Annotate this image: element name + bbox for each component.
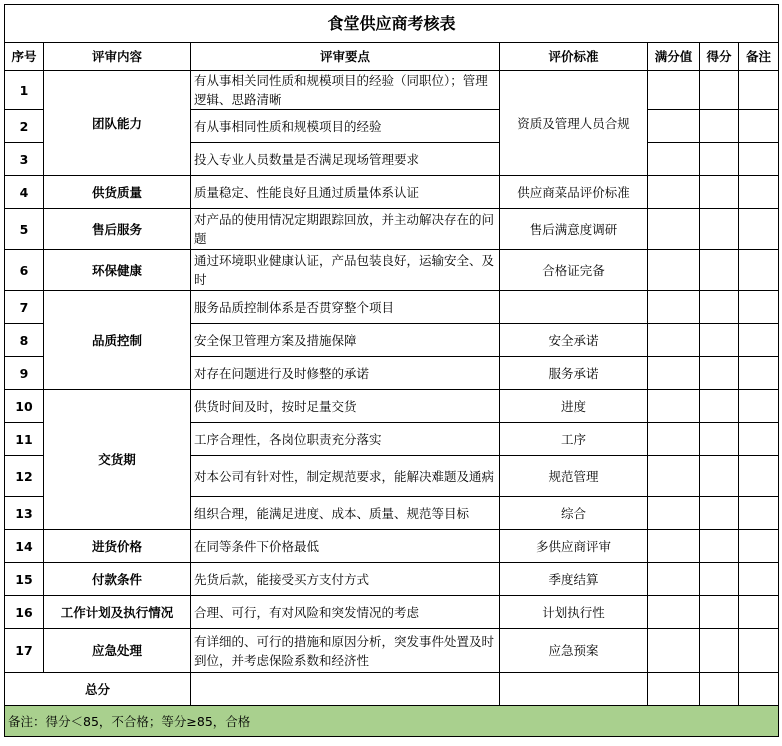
standard-cell: 服务承诺 xyxy=(500,357,648,390)
point-cell: 有从事相同性质和规模项目的经验 xyxy=(191,110,500,143)
score-cell[interactable] xyxy=(700,563,739,596)
point-cell: 在同等条件下价格最低 xyxy=(191,530,500,563)
score-cell[interactable] xyxy=(700,291,739,324)
point-cell: 质量稳定、性能良好且通过质量体系认证 xyxy=(191,176,500,209)
standard-cell: 季度结算 xyxy=(500,563,648,596)
full-score-cell[interactable] xyxy=(648,596,700,629)
category-cell: 应急处理 xyxy=(44,629,191,673)
remark-cell[interactable] xyxy=(739,209,779,250)
point-cell: 工序合理性，各岗位职责充分落实 xyxy=(191,423,500,456)
table-row xyxy=(5,530,779,563)
point-cell: 组织合理，能满足进度、成本、质量、规范等目标 xyxy=(191,497,500,530)
remark-cell[interactable] xyxy=(739,530,779,563)
header-content: 评审内容 xyxy=(44,43,191,71)
total-score-cell[interactable] xyxy=(700,673,739,706)
point-cell: 投入专业人员数量是否满足现场管理要求 xyxy=(191,143,500,176)
total-points-cell xyxy=(191,673,500,706)
full-score-cell[interactable] xyxy=(648,390,700,423)
standard-cell: 合格证完备 xyxy=(500,250,648,291)
remark-cell[interactable] xyxy=(739,423,779,456)
score-cell[interactable] xyxy=(700,423,739,456)
table-row xyxy=(5,596,779,629)
standard-cell: 售后满意度调研 xyxy=(500,209,648,250)
total-standard-cell xyxy=(500,673,648,706)
point-cell: 对存在问题进行及时修整的承诺 xyxy=(191,357,500,390)
standard-cell: 安全承诺 xyxy=(500,324,648,357)
score-cell[interactable] xyxy=(700,209,739,250)
category-cell: 品质控制 xyxy=(44,291,191,390)
row-number: 8 xyxy=(5,324,44,357)
remark-cell[interactable] xyxy=(739,596,779,629)
remark-cell[interactable] xyxy=(739,390,779,423)
row-number: 10 xyxy=(5,390,44,423)
standard-cell: 资质及管理人员合规 xyxy=(500,71,648,176)
full-score-cell[interactable] xyxy=(648,456,700,497)
remark-cell[interactable] xyxy=(739,324,779,357)
score-cell[interactable] xyxy=(700,250,739,291)
remark-cell[interactable] xyxy=(739,629,779,673)
category-cell: 售后服务 xyxy=(44,209,191,250)
row-number: 11 xyxy=(5,423,44,456)
point-cell: 有详细的、可行的措施和原因分析，突发事件处置及时到位，并考虑保险系数和经济性 xyxy=(191,629,500,673)
full-score-cell[interactable] xyxy=(648,423,700,456)
full-score-cell[interactable] xyxy=(648,71,700,110)
row-number: 12 xyxy=(5,456,44,497)
category-cell: 环保健康 xyxy=(44,250,191,291)
full-score-cell[interactable] xyxy=(648,530,700,563)
supplier-assessment-table xyxy=(4,4,779,737)
total-full-score-cell[interactable] xyxy=(648,673,700,706)
row-number: 9 xyxy=(5,357,44,390)
score-cell[interactable] xyxy=(700,629,739,673)
row-number: 6 xyxy=(5,250,44,291)
remark-cell[interactable] xyxy=(739,456,779,497)
row-number: 1 xyxy=(5,71,44,110)
category-cell: 付款条件 xyxy=(44,563,191,596)
full-score-cell[interactable] xyxy=(648,324,700,357)
total-label: 总分 xyxy=(5,673,191,706)
header-standard: 评价标准 xyxy=(500,43,648,71)
category-cell: 工作计划及执行情况 xyxy=(44,596,191,629)
full-score-cell[interactable] xyxy=(648,110,700,143)
standard-cell: 供应商菜品评价标准 xyxy=(500,176,648,209)
full-score-cell[interactable] xyxy=(648,291,700,324)
row-number: 4 xyxy=(5,176,44,209)
point-cell: 对产品的使用情况定期跟踪回放，并主动解决存在的问题 xyxy=(191,209,500,250)
standard-cell: 综合 xyxy=(500,497,648,530)
point-cell: 安全保卫管理方案及措施保障 xyxy=(191,324,500,357)
table-row xyxy=(5,291,779,324)
category-cell: 进货价格 xyxy=(44,530,191,563)
header-remark: 备注 xyxy=(739,43,779,71)
score-cell[interactable] xyxy=(700,596,739,629)
row-number: 7 xyxy=(5,291,44,324)
header-points: 评审要点 xyxy=(191,43,500,71)
standard-cell: 工序 xyxy=(500,423,648,456)
full-score-cell[interactable] xyxy=(648,357,700,390)
full-score-cell[interactable] xyxy=(648,629,700,673)
remark-cell[interactable] xyxy=(739,110,779,143)
remark-cell[interactable] xyxy=(739,563,779,596)
score-cell[interactable] xyxy=(700,324,739,357)
remark-cell[interactable] xyxy=(739,291,779,324)
total-row xyxy=(5,673,779,706)
point-cell: 先货后款，能接受买方支付方式 xyxy=(191,563,500,596)
row-number: 17 xyxy=(5,629,44,673)
category-cell: 团队能力 xyxy=(44,71,191,176)
point-cell: 对本公司有针对性，制定规范要求，能解决难题及通病 xyxy=(191,456,500,497)
full-score-cell[interactable] xyxy=(648,143,700,176)
full-score-cell[interactable] xyxy=(648,497,700,530)
row-number: 5 xyxy=(5,209,44,250)
score-cell[interactable] xyxy=(700,390,739,423)
row-number: 13 xyxy=(5,497,44,530)
standard-cell: 多供应商评审 xyxy=(500,530,648,563)
remark-cell[interactable] xyxy=(739,250,779,291)
table-row xyxy=(5,71,779,110)
score-cell[interactable] xyxy=(700,497,739,530)
score-cell[interactable] xyxy=(700,143,739,176)
table-row xyxy=(5,390,779,423)
standard-cell xyxy=(500,291,648,324)
full-score-cell[interactable] xyxy=(648,176,700,209)
header-full-score: 满分值 xyxy=(648,43,700,71)
standard-cell: 进度 xyxy=(500,390,648,423)
category-cell: 交货期 xyxy=(44,390,191,530)
score-cell[interactable] xyxy=(700,176,739,209)
score-cell[interactable] xyxy=(700,110,739,143)
header-no: 序号 xyxy=(5,43,44,71)
category-cell: 供货质量 xyxy=(44,176,191,209)
row-number: 14 xyxy=(5,530,44,563)
score-cell[interactable] xyxy=(700,71,739,110)
point-cell: 通过环境职业健康认证，产品包装良好，运输安全、及时 xyxy=(191,250,500,291)
row-number: 15 xyxy=(5,563,44,596)
full-score-cell[interactable] xyxy=(648,209,700,250)
full-score-cell[interactable] xyxy=(648,250,700,291)
table-row xyxy=(5,209,779,250)
score-cell[interactable] xyxy=(700,530,739,563)
table-title: 食堂供应商考核表 xyxy=(5,5,779,43)
table-row xyxy=(5,563,779,596)
full-score-cell[interactable] xyxy=(648,563,700,596)
score-cell[interactable] xyxy=(700,357,739,390)
remark-cell[interactable] xyxy=(739,71,779,110)
total-remark-cell[interactable] xyxy=(739,673,779,706)
remark-cell[interactable] xyxy=(739,143,779,176)
footer-note: 备注：得分＜85，不合格；等分≥85，合格 xyxy=(5,706,779,737)
row-number: 16 xyxy=(5,596,44,629)
point-cell: 供货时间及时，按时足量交货 xyxy=(191,390,500,423)
row-number: 2 xyxy=(5,110,44,143)
point-cell: 服务品质控制体系是否贯穿整个项目 xyxy=(191,291,500,324)
standard-cell: 规范管理 xyxy=(500,456,648,497)
standard-cell: 应急预案 xyxy=(500,629,648,673)
remark-cell[interactable] xyxy=(739,176,779,209)
footer-row xyxy=(5,706,779,737)
table-row xyxy=(5,250,779,291)
point-cell: 合理、可行，有对风险和突发情况的考虑 xyxy=(191,596,500,629)
standard-cell: 计划执行性 xyxy=(500,596,648,629)
point-cell: 有从事相关同性质和规模项目的经验（同职位）；管理逻辑、思路清晰 xyxy=(191,71,500,110)
table-row xyxy=(5,176,779,209)
row-number: 3 xyxy=(5,143,44,176)
table-row xyxy=(5,629,779,673)
header-score: 得分 xyxy=(700,43,739,71)
remark-cell[interactable] xyxy=(739,357,779,390)
remark-cell[interactable] xyxy=(739,497,779,530)
score-cell[interactable] xyxy=(700,456,739,497)
